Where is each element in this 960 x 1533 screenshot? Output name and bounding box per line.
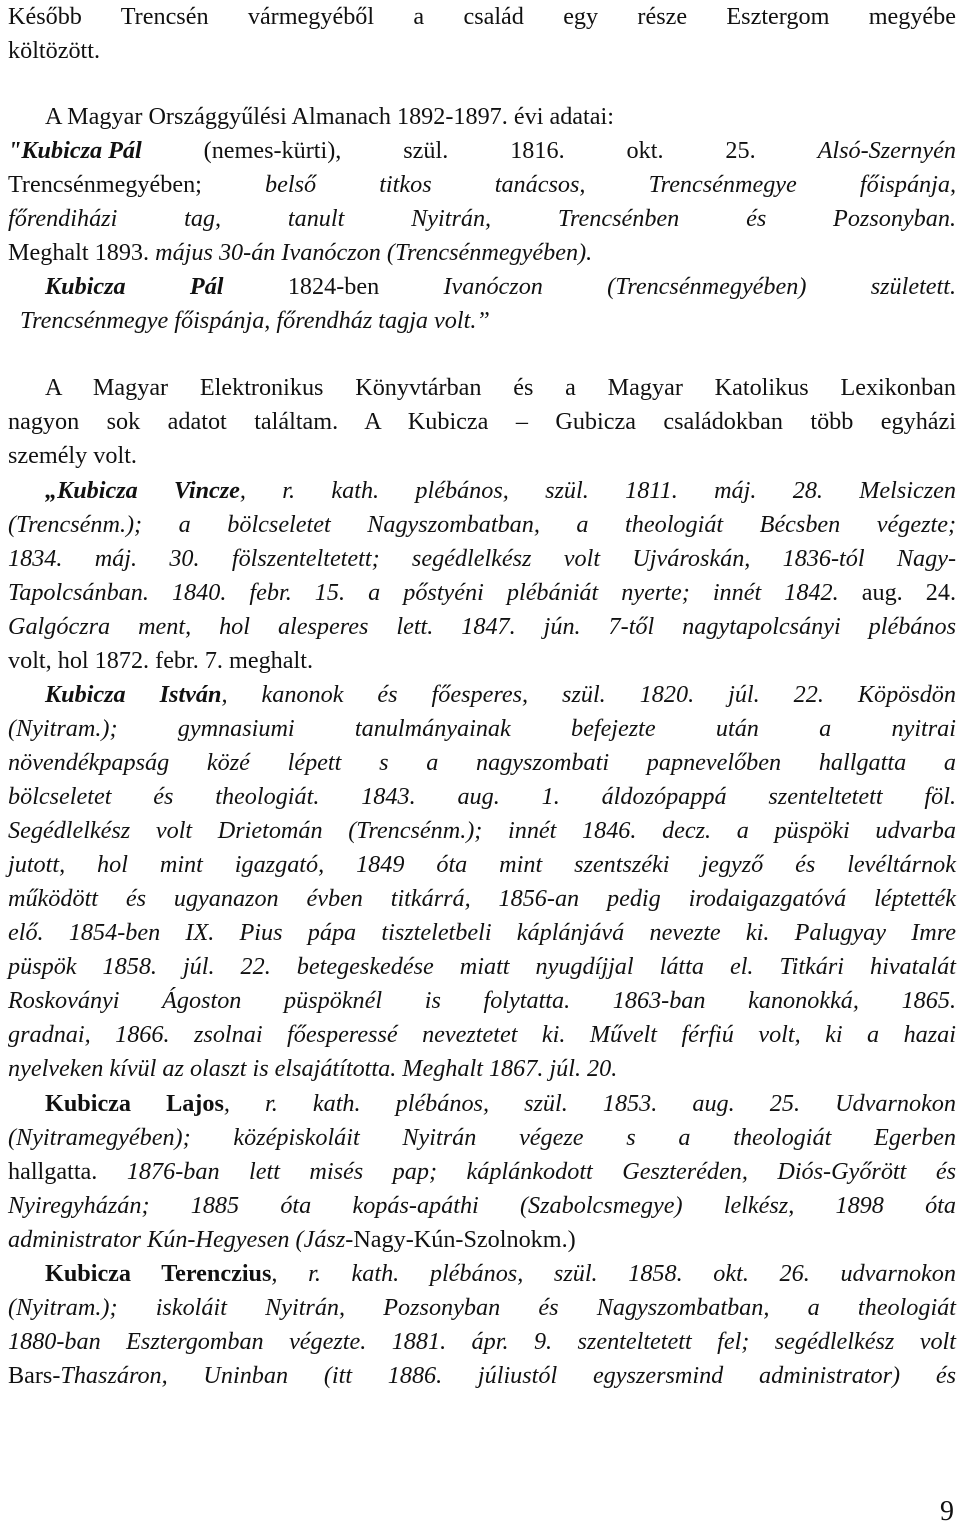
text-line: gradnai, 1866. zsolnai főesperessé neveztetet ki. Művelt férfiú volt, ki a hazai bbox=[8, 1021, 956, 1048]
text-line: Kubicza Terenczius, r. kath. plébános, szül. 1858. okt. 26. udvarnokon bbox=[45, 1260, 956, 1287]
text-line: "Kubicza Pál (nemes-kürti), szül. 1816. okt. 25. Alsó-Szernyén bbox=[8, 137, 956, 164]
text-line: jutott, hol mint igazgató, 1849 óta mint szentszéki jegyző és levéltárnok bbox=[8, 851, 956, 878]
text-line: Trencsénmegyében; belső titkos tanácsos, Trencsénmegye főispánja, bbox=[8, 171, 956, 198]
text-line: Bars-Thaszáron, Uninban (itt 1886. júliustól egyszersmind administrator) és bbox=[8, 1362, 956, 1389]
text-line: (Nyitramegyében); középiskoláit Nyitrán végeze s a theologiát Egerben bbox=[8, 1124, 956, 1151]
page-number: 9 bbox=[940, 1496, 954, 1527]
text-line: költözött. bbox=[8, 37, 101, 64]
text-line: 1880-ban Esztergomban végezte. 1881. ápr. 9. szenteltetett fel; segédlelkész volt bbox=[8, 1328, 956, 1355]
text-line: Később Trencsén vármegyéből a család egy része Esztergom megyébe bbox=[8, 3, 956, 30]
text-line: hallgatta. 1876-ban lett misés pap; káplánkodott Geszteréden, Diós-Győrött és bbox=[8, 1158, 956, 1185]
text-line: Galgóczra ment, hol alesperes lett. 1847. jún. 7-től nagytapolcsányi plébános bbox=[8, 613, 956, 640]
text-line: Trencsénmegye főispánja, főrendház tagja volt.” bbox=[20, 307, 490, 334]
text-line: (Trencsénm.); a bölcseletet Nagyszombatban, a theologiát Bécsben végezte; bbox=[8, 511, 956, 538]
text-line: A Magyar Országgyűlési Almanach 1892-1897. évi adatai: bbox=[45, 103, 614, 130]
text-line: Kubicza Pál 1824-ben Ivanóczon (Trencsénmegyében) született. bbox=[45, 273, 957, 300]
text-line: (Nyitram.); gymnasiumi tanulmányainak befejezte után a nyitrai bbox=[8, 715, 956, 742]
text-line: működött és ugyanazon évben titkárrá, 1856-an pedig irodaigazgatóvá léptették bbox=[8, 885, 956, 912]
text-line: bölcseletet és theologiát. 1843. aug. 1. áldozópappá szenteltetett föl. bbox=[8, 783, 956, 810]
text-line: (Nyitram.); iskoláit Nyitrán, Pozsonyban és Nagyszombatban, a theologiát bbox=[8, 1294, 956, 1321]
text-line: növendékpapság közé lépett s a nagyszombati papnevelőben hallgatta a bbox=[8, 749, 956, 776]
text-line: Kubicza Lajos, r. kath. plébános, szül. 1853. aug. 25. Udvarnokon bbox=[45, 1090, 956, 1117]
text-line: nyelveken kívül az olaszt is elsajátította. Meghalt 1867. júl. 20. bbox=[8, 1055, 618, 1082]
text-line: Meghalt 1893. május 30-án Ivanóczon (Trencsénmegyében). bbox=[8, 239, 593, 266]
text-line: 1834. máj. 30. fölszenteltetett; segédlelkész volt Ujvároskán, 1836-tól Nagy- bbox=[8, 545, 956, 572]
text-line: elő. 1854-ben IX. Pius pápa tiszteletbeli káplánjává nevezte ki. Palugyay Imre bbox=[8, 919, 956, 946]
text-line: személy volt. bbox=[8, 442, 137, 469]
text-line: A Magyar Elektronikus Könyvtárban és a Magyar Katolikus Lexikonban bbox=[45, 374, 956, 401]
text-line: Segédlelkész volt Drietomán (Trencsénm.); innét 1846. decz. a püspöki udvarba bbox=[8, 817, 956, 844]
text-line: Tapolcsánban. 1840. febr. 15. a pőstyéni plébániát nyerte; innét 1842. aug. 24. bbox=[8, 579, 957, 606]
text-line: főrendiházi tag, tanult Nyitrán, Trencsénben és Pozsonyban. bbox=[8, 205, 956, 232]
text-line: nagyon sok adatot találtam. A Kubicza – Gubicza családokban több egyházi bbox=[8, 408, 956, 435]
text-line: Roskoványi Ágoston püspöknél is folytatta. 1863-ban kanonokká, 1865. bbox=[8, 987, 956, 1014]
text-line: volt, hol 1872. febr. 7. meghalt. bbox=[8, 647, 313, 674]
text-line: Nyiregyházán; 1885 óta kopás-apáthi (Szabolcsmegye) lelkész, 1898 óta bbox=[8, 1192, 956, 1219]
text-line: „Kubicza Vincze, r. kath. plébános, szül. 1811. máj. 28. Melsiczen bbox=[45, 477, 956, 504]
text-line: Kubicza István, kanonok és főesperes, szül. 1820. júl. 22. Köpösdön bbox=[45, 681, 956, 708]
text-line: administrator Kún-Hegyesen (Jász-Nagy-Kún-Szolnokm.) bbox=[8, 1226, 576, 1253]
text-line: püspök 1858. júl. 22. betegeskedése miatt nyugdíjjal látta el. Titkári hivatalát bbox=[8, 953, 956, 980]
